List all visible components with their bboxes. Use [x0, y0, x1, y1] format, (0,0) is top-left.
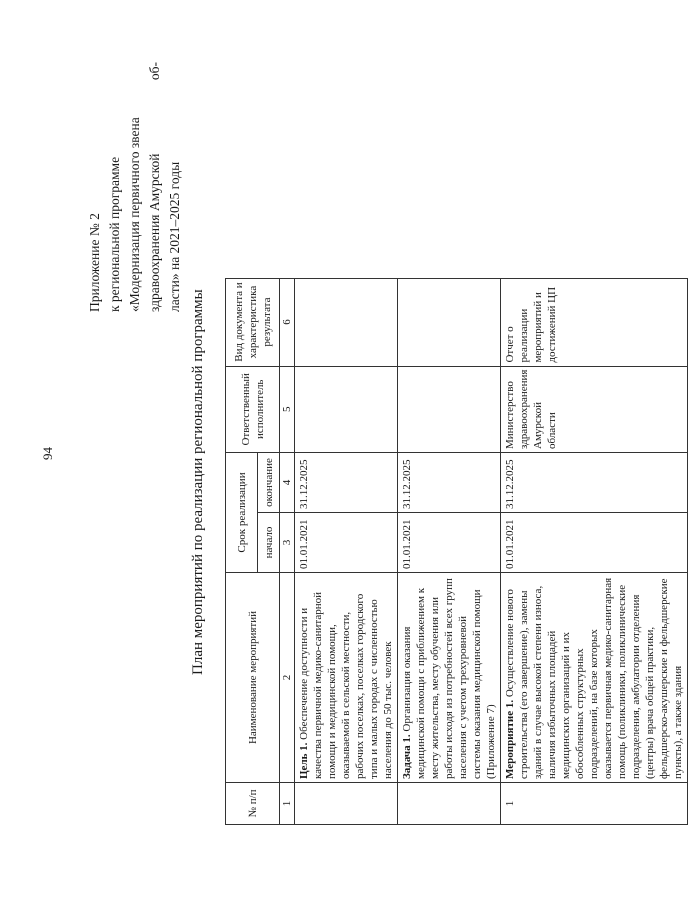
- header-start: начало: [258, 513, 280, 573]
- table-row: [501, 278, 688, 824]
- appendix-line-4a: здравоохранения Амурской: [147, 153, 162, 312]
- row-num: [295, 783, 398, 825]
- row-name: [501, 573, 688, 783]
- plan-table: [225, 278, 688, 825]
- appendix-line-4: [145, 62, 165, 312]
- row-end: 31.12.2025: [501, 453, 688, 513]
- row-start: 01.01.2021: [398, 513, 501, 573]
- row-label: Задача 1.: [401, 734, 413, 779]
- page-number: 94: [40, 447, 55, 460]
- row-doc: [398, 278, 501, 366]
- row-text: Обеспечение доступности и качества первичной медико-санитарной помощи и медицинской помощи, оказываемой в сельской местности, рабочих поселках, поселках городского типа и малых городах с численностью населения до 50 тыс. человек: [298, 592, 394, 779]
- row-start: 01.01.2021: [501, 513, 688, 573]
- header-executor: Ответственный исполнитель: [226, 366, 280, 452]
- row-num: [398, 783, 501, 825]
- header-end: окончание: [258, 453, 280, 513]
- row-doc: [295, 278, 398, 366]
- col-number: 6: [280, 278, 295, 366]
- row-end: 31.12.2025: [295, 453, 398, 513]
- row-num: 1: [501, 783, 688, 825]
- row-name: [398, 573, 501, 783]
- appendix-line-4b: об-: [147, 62, 162, 81]
- table-row: [398, 278, 501, 824]
- row-label: Цель 1.: [298, 742, 310, 779]
- row-doc: Отчет о реализации мероприятий и достижений ЦП: [501, 278, 688, 366]
- appendix-header: [85, 62, 185, 312]
- col-number: 5: [280, 366, 295, 452]
- col-number: 3: [280, 513, 295, 573]
- appendix-line-5: ласти» на 2021–2025 годы: [167, 161, 182, 312]
- row-name: [295, 573, 398, 783]
- row-text: Организация оказания медицинской помощи с приближением к месту жительства, месту обучения или работы исходя из потребностей всех групп населения с учетом трехуровневой системы оказания медицинской помощи (Приложение 7): [401, 578, 497, 779]
- row-end: 31.12.2025: [398, 453, 501, 513]
- row-executor: [398, 366, 501, 452]
- row-start: 01.01.2021: [295, 513, 398, 573]
- row-text: Осуществление нового строительства (его завершение), замены зданий в случае высокой степени износа, наличия избыточных площадей медицинских организаций и их обособленных структурных подразделений, на базе которых оказывается первичная медико-санитарная помощь (поликлиники, поликлинические подразделения, амбулатории отделения (центры) врача общей практики, фельдшерско-акушерские и фельдшерские пункты), а также здания: [504, 577, 684, 779]
- plan-title: План мероприятий по реализации региональной программы: [190, 289, 206, 675]
- header-doc: Вид документа и характеристика результата: [226, 278, 280, 366]
- appendix-line-3: «Модернизация первичного звена: [127, 117, 142, 312]
- appendix-line-1: Приложение № 2: [87, 213, 102, 312]
- col-number: 1: [280, 783, 295, 825]
- header-num: № п/п: [226, 783, 280, 825]
- row-executor: Министерство здравоохранения Амурской области: [501, 366, 688, 452]
- row-executor: [295, 366, 398, 452]
- table-row: [295, 278, 398, 824]
- header-period: Срок реализации: [226, 453, 258, 573]
- row-label: Мероприятие 1.: [504, 699, 516, 779]
- header-name: Наименование мероприятий: [226, 573, 280, 783]
- appendix-line-2: к региональной программе: [107, 156, 122, 312]
- col-number: 4: [280, 453, 295, 513]
- col-number: 2: [280, 573, 295, 783]
